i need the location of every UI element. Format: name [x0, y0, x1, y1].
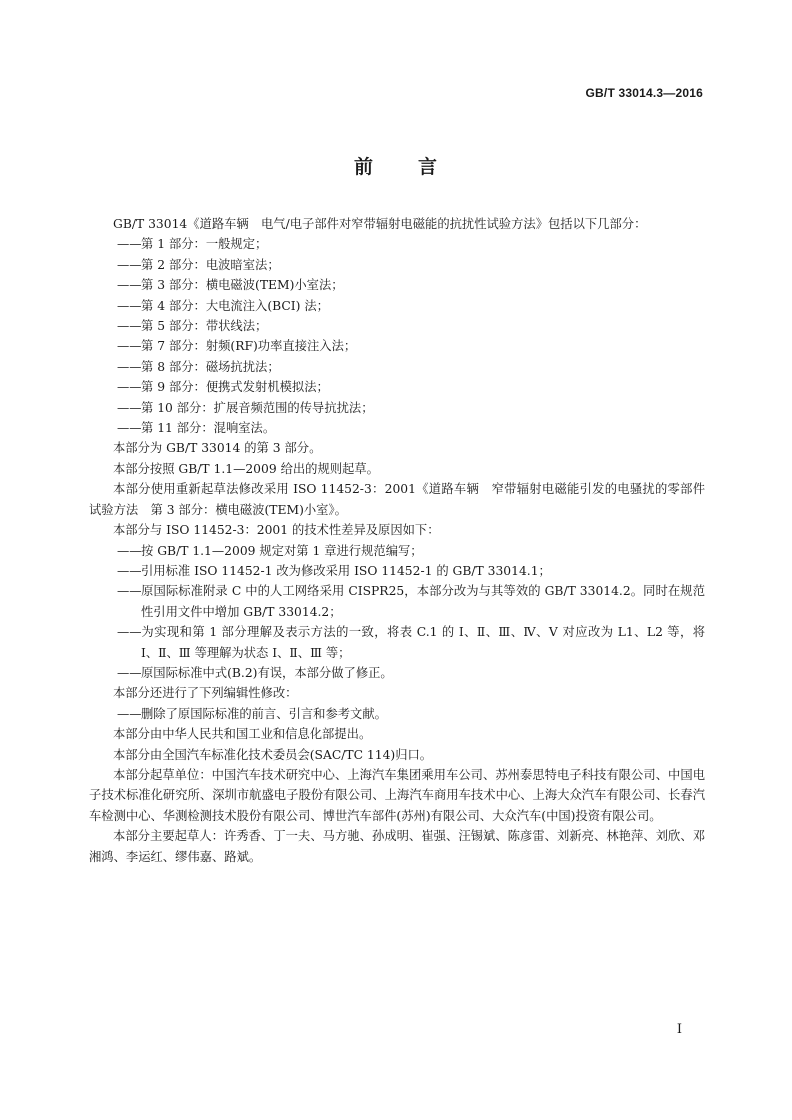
part-item	[89, 357, 705, 377]
diff-item	[89, 581, 705, 622]
part-item	[89, 336, 705, 356]
dash-mark: ——	[117, 665, 142, 680]
body-paragraph: 本部分由中华人民共和国工业和信息化部提出。	[113, 727, 372, 742]
dash-mark: ——	[117, 625, 142, 640]
part-item-text: 第 2 部分：电波暗室法；	[141, 257, 280, 272]
part-item	[89, 418, 705, 438]
body-paragraph: 本部分使用重新起草法修改采用 ISO 11452-3：2001《道路车辆 窄带辐射电磁能引发的电骚扰的零部件试验方法 第 3 部分：横电磁波(TEM)小室》。	[89, 482, 705, 517]
part-item	[89, 255, 705, 275]
page-number: I	[676, 1022, 682, 1037]
part-item	[89, 316, 705, 336]
diff-item-text: 按 GB/T 1.1—2009 规定对第 1 章进行规范编写；	[141, 543, 423, 558]
diff-item-text: 为实现和第 1 部分理解及表示方法的一致，将表 C.1 的 Ⅰ、Ⅱ、Ⅲ、Ⅳ、Ⅴ 对应改为 L1、L2 等，将 Ⅰ、Ⅱ、Ⅲ 等理解为状态 Ⅰ、Ⅱ、Ⅲ 等；	[141, 625, 705, 660]
title-char-1: 前	[353, 156, 374, 178]
diff-item-text: 原国际标准中式(B.2)有误，本部分做了修正。	[141, 665, 393, 680]
dash-mark: ——	[117, 543, 142, 558]
part-item-text: 第 1 部分：一般规定；	[141, 237, 268, 252]
diff-item	[89, 561, 705, 581]
part-item-text: 第 8 部分：磁场抗扰法；	[141, 359, 280, 374]
body-paragraph: 本部分还进行了下列编辑性修改：	[113, 686, 298, 701]
title-char-2: 言	[418, 156, 439, 178]
document-body	[89, 214, 705, 867]
diff-item	[89, 622, 705, 663]
part-item-text: 第 5 部分：带状线法；	[141, 319, 268, 334]
part-item	[89, 275, 705, 295]
dash-mark: ——	[117, 257, 142, 272]
page-title	[0, 152, 792, 179]
body-paragraph: 本部分按照 GB/T 1.1—2009 给出的规则起草。	[113, 461, 379, 476]
part-item-text: 第 9 部分：便携式发射机模拟法；	[141, 380, 329, 395]
part-item-text: 第 11 部分：混响室法。	[141, 421, 276, 436]
part-item-text: 第 3 部分：横电磁波(TEM)小室法；	[141, 278, 344, 293]
body-paragraph: 本部分由全国汽车标准化技术委员会(SAC/TC 114)归口。	[113, 747, 433, 762]
dash-mark: ——	[117, 359, 142, 374]
part-item	[89, 296, 705, 316]
part-item	[89, 398, 705, 418]
edit-item-text: 删除了原国际标准的前言、引言和参考文献。	[141, 706, 387, 721]
intro-paragraph: GB/T 33014《道路车辆 电气/电子部件对窄带辐射电磁能的抗扰性试验方法》包括以下几部分：	[113, 217, 647, 231]
diff-item	[89, 541, 705, 561]
body-paragraph: 本部分与 ISO 11452-3：2001 的技术性差异及原因如下：	[113, 523, 440, 538]
edit-item	[89, 704, 705, 724]
dash-mark: ——	[117, 380, 142, 395]
body-paragraph: 本部分为 GB/T 33014 的第 3 部分。	[113, 441, 322, 456]
part-item	[89, 377, 705, 397]
standard-number: GB/T 33014.3—2016	[585, 86, 703, 100]
diff-item-text: 引用标准 ISO 11452-1 改为修改采用 ISO 11452-1 的 GB/T 33014.1；	[141, 563, 551, 578]
dash-mark: ——	[117, 298, 142, 313]
part-item-text: 第 7 部分：射频(RF)功率直接注入法；	[141, 339, 357, 354]
dash-mark: ——	[117, 563, 142, 578]
dash-mark: ——	[117, 339, 142, 354]
dash-mark: ——	[117, 421, 142, 436]
part-item-text: 第 10 部分：扩展音频范围的传导抗扰法；	[141, 400, 374, 415]
part-item-text: 第 4 部分：大电流注入(BCI) 法；	[141, 298, 329, 313]
dash-mark: ——	[117, 400, 142, 415]
diff-item-text: 原国际标准附录 C 中的人工网络采用 CISPR25，本部分改为与其等效的 GB/T 33014.2。同时在规范性引用文件中增加 GB/T 33014.2；	[141, 584, 705, 619]
dash-mark: ——	[117, 706, 142, 721]
dash-mark: ——	[117, 584, 142, 599]
drafters-paragraph: 本部分主要起草人：许秀香、丁一夫、马方驰、孙成明、崔强、汪锡斌、陈彦雷、刘新亮、林艳萍、刘欣、邓湘鸿、李运红、缪伟嘉、路斌。	[89, 829, 705, 864]
dash-mark: ——	[117, 319, 142, 334]
dash-mark: ——	[117, 278, 142, 293]
diff-item	[89, 663, 705, 683]
drafting-units-paragraph: 本部分起草单位：中国汽车技术研究中心、上海汽车集团乘用车公司、苏州泰思特电子科技有限公司、中国电子技术标准化研究所、深圳市航盛电子股份有限公司、上海汽车商用车技术中心、上海大众汽车有限公司、长春汽车检测中心、华测检测技术股份有限公司、博世汽车部件(苏州)有限公司、大众汽车(中国)投资有限公司。	[89, 767, 705, 823]
dash-mark: ——	[117, 237, 142, 252]
part-item	[89, 234, 705, 254]
